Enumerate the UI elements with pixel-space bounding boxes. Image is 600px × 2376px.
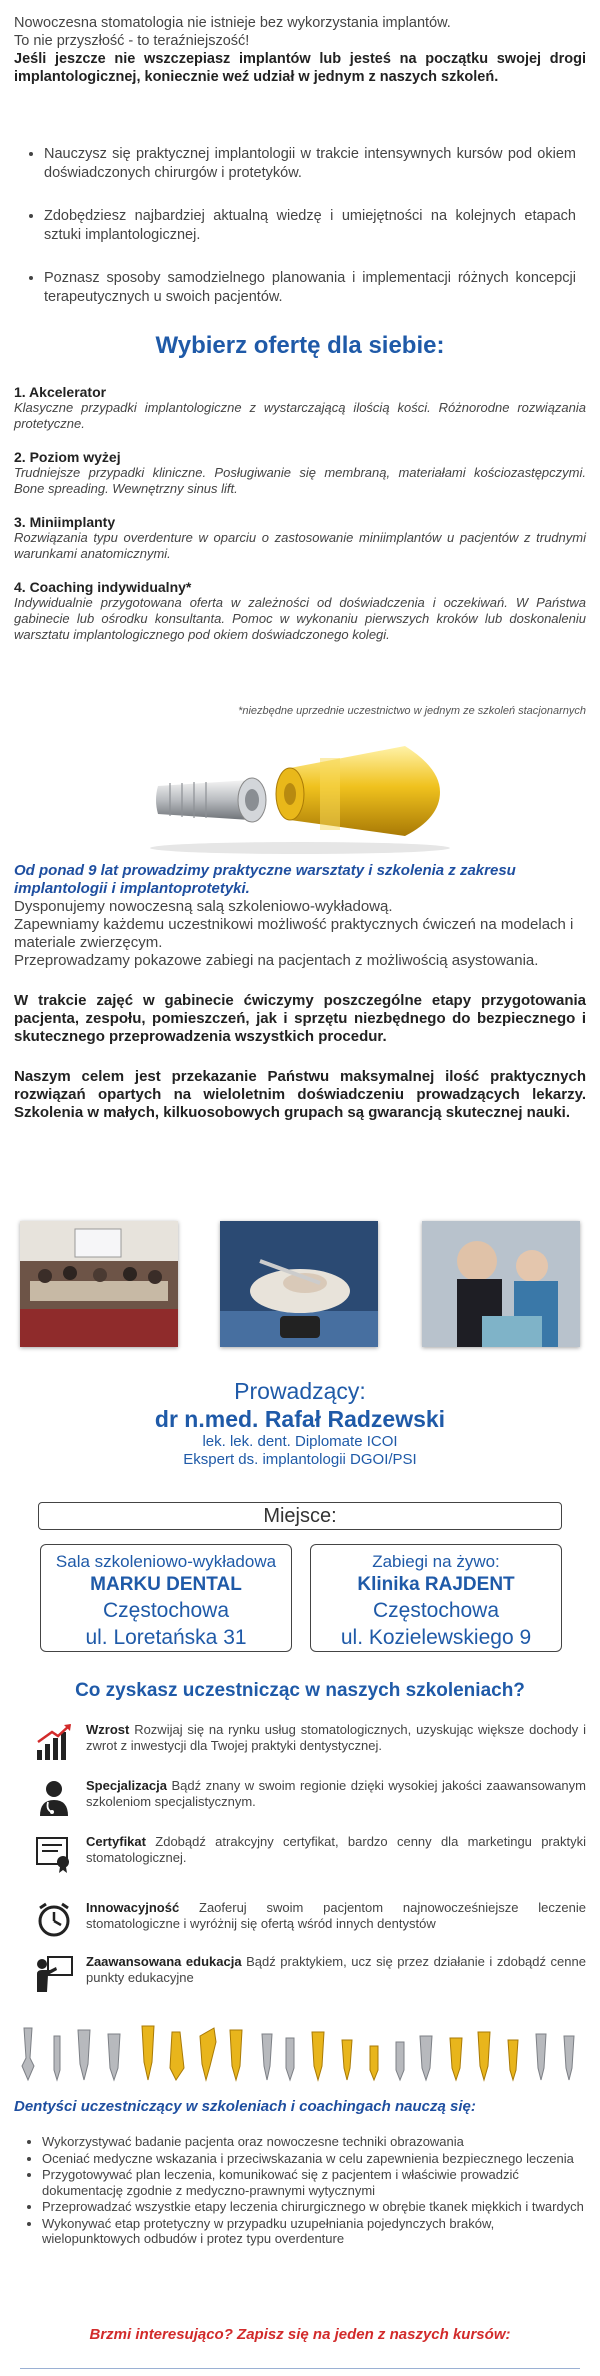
learn-item: • Wykonywać etap protetyczny w przypadku uzupełniania pojedynczych braków, wielopunktowych odbudów i protez typu overdenture [42,2216,586,2247]
instructor-block [0,1377,600,1469]
learn-item: • Przeprowadzać wszystkie etapy leczenia chirurgicznego w obrębie tkanek miękkich i twardych [42,2199,586,2215]
workshop-lead: Od ponad 9 lat prowadzimy praktyczne warsztaty i szkolenia z zakresu implantologii i implantoprotetyki. [14,862,516,897]
offer-title: 2. Poziom wyżej [14,449,121,465]
workshop-bold-2: Naszym celem jest przekazanie Państwu maksymalnej ilość praktycznych rozwiązań opartych na wieloletnim doświadczeniu prowadzących lekarzy. Szkolenia w małych, kilkuosobowych grupach są gwarancją skutecznej nauki. [14,1068,586,1121]
venue-type: Sala szkoleniowo-wykładowa [55,1552,277,1571]
learn-item: • Wykorzystywać badanie pacjenta oraz nowoczesne techniki obrazowania [42,2134,586,2150]
benefit-title: Certyfikat [86,1834,146,1849]
venue-type: Zabiegi na żywo: [372,1552,500,1571]
venue-marku-dental [40,1544,292,1652]
venue-city: Częstochowa [372,1599,500,1622]
bullet-item: • Nauczysz się praktycznej implantologii w trakcie intensywnych kursów pod okiem doświadczonych chirurgów i protetyków. [44,145,586,183]
benefit-title: Specjalizacja [86,1778,167,1793]
venue-street: ul. Kozielewskiego 9 [340,1626,532,1649]
offer-coaching [14,579,586,643]
benefit-title: Innowacyjność [86,1900,180,1915]
abutments-image [16,2018,584,2088]
offer-desc: Rozwiązania typu overdenture w oparciu o zastosowanie miniimplantów u pacjentów z trudnymi warunkami anatomicznymi. [14,530,586,561]
instructor-name: dr n.med. Rafał Radzewski [154,1406,446,1432]
workshop-bold-1: W trakcie zajęć w gabinecie ćwiczymy poszczególne etapy przygotowania pacjenta, zespołu, pomieszczeń, jak i sprzętu niezbędnego do bezpiecznego i skutecznego przeprowadzenia wszystkich procedur. [14,992,586,1045]
offer-desc: Klasyczne przypadki implantologiczne z wystarczającą ilością kości. Różnorodne rozwiązania protetyczne. [14,400,586,431]
offer-desc: Trudniejsze przypadki kliniczne. Posługiwanie się membraną, materiałami kościozastępczymi. Bone spreading. Wewnętrzny sinus lift. [14,465,586,496]
offer-list [14,384,586,660]
hands-model-photo [220,1221,378,1347]
workshop-p3: Przeprowadzamy pokazowe zabiegi na pacjentach z możliwością asystowania. [14,952,539,969]
learn-item: • Przygotowywać plan leczenia, komunikować się z pacjentem i właściwie prowadzić dokumentację zgodnie z medyczno-prawnymi wytycznymi [42,2167,586,2198]
innovation-icon [34,1900,74,1940]
benefit-bullets [14,145,586,331]
workshop-info [14,862,586,1122]
photo-gallery [20,1221,580,1349]
offer-miniimplanty [14,514,586,562]
classroom-photo [20,1221,178,1347]
intro-bold: Jeśli jeszcze nie wszczepiasz implantów lub jesteś na początku swojej drogi implantologicznej, koniecznie weź udział w jednym z naszych szkoleń. [14,51,586,85]
workshop-p2: Zapewniamy każdemu uczestnikowi możliwość praktycznych ćwiczeń na modelach i materiale zwierzęcym. [14,916,574,951]
offer-heading: Wybierz ofertę dla siebie: [155,332,445,359]
place-heading: Miejsce: [38,1502,562,1530]
venue-city: Częstochowa [102,1599,230,1622]
growth-chart-icon [34,1722,74,1762]
intro-line-2: To nie przyszłość - to teraźniejszość! [14,33,250,49]
benefit-title: Zaawansowana edukacja [86,1954,242,1969]
benefit-text: Zaoferuj swoim pacjentom najnowocześniejsze leczenie stomatologiczne i wyróżnij się ofertą wśród innych dentystów [86,1900,586,1931]
presenter-icon [34,1954,74,1994]
workshop-p1: Dysponujemy nowoczesną salą szkoleniowo-wykładową. [14,898,393,915]
benefit-text: Zdobądź atrakcyjny certyfikat, bardzo cenny dla marketingu praktyki stomatologicznej. [86,1834,586,1865]
benefits-heading: Co zyskasz uczestnicząc w naszych szkoleniach? [75,1680,525,1701]
benefit-text: Bądź praktykiem, ucz się przez działanie i zdobądź cenne punkty edukacyjne [86,1954,586,1985]
offer-title: 4. Coaching indywidualny* [14,579,192,595]
venue-rajdent [310,1544,562,1652]
certificate-icon [34,1834,74,1874]
doctor-icon [34,1778,74,1818]
offer-akcelerator [14,384,586,432]
venue-name: MARKU DENTAL [90,1574,242,1595]
instructor-title-1: lek. lek. dent. Diplomate ICOI [202,1433,398,1450]
venue-street: ul. Loretańska 31 [85,1626,247,1649]
venue-name: Klinika RAJDENT [357,1574,515,1595]
benefit-text: Bądź znany w swoim regionie dzięki wysokiej jakości zaawansowanym szkoleniom specjalistycznym. [86,1778,586,1809]
implants-image [140,728,460,856]
signup-call-to-action: Brzmi interesująco? Zapisz się na jeden z naszych kursów: [89,2326,511,2343]
benefit-text: Rozwijaj się na rynku usług stomatologicznych, uzyskując większe dochody i zwrot z inwestycji dla Twojej praktyki dentystycznej. [86,1722,586,1753]
learn-heading: Dentyści uczestniczący w szkoleniach i coachingach nauczą się: [14,2098,476,2115]
learn-item: • Oceniać medyczne wskazania i przeciwskazania w celu zapewnienia bezpiecznego leczenia [42,2151,586,2167]
bullet-item: • Poznasz sposoby samodzielnego planowania i implementacji różnych koncepcji terapeutycznych u swoich pacjentów. [44,269,586,307]
offer-desc: Indywidualnie przygotowana oferta w zależności od doświadczenia i oczekiwań. W Państwa gabinecie lub ośrodku konsultanta. Pomoc w wykonaniu pierwszych kroków lub doskonaleniu warsztatu implantologicznego pod okiem doświadczonego kolegi. [14,595,586,642]
intro-line-1: Nowoczesna stomatologia nie istnieje bez wykorzystania implantów. [14,15,451,31]
surgery-photo [422,1221,580,1347]
divider [20,2368,580,2369]
offer-poziom-wyzej [14,449,586,497]
benefit-title: Wzrost [86,1722,130,1737]
instructor-label: Prowadzący: [234,1378,366,1404]
instructor-title-2: Ekspert ds. implantologii DGOI/PSI [183,1451,417,1468]
offer-title: 1. Akcelerator [14,384,107,400]
bullet-item: • Zdobędziesz najbardziej aktualną wiedzę i umiejętności na kolejnych etapach sztuki implantologicznej. [44,207,586,245]
learn-list [14,2134,586,2248]
intro [14,14,586,86]
offer-title: 3. Miniimplanty [14,514,116,530]
offer-footnote: *niezbędne uprzednie uczestnictwo w jednym ze szkoleń stacjonarnych [238,705,586,717]
